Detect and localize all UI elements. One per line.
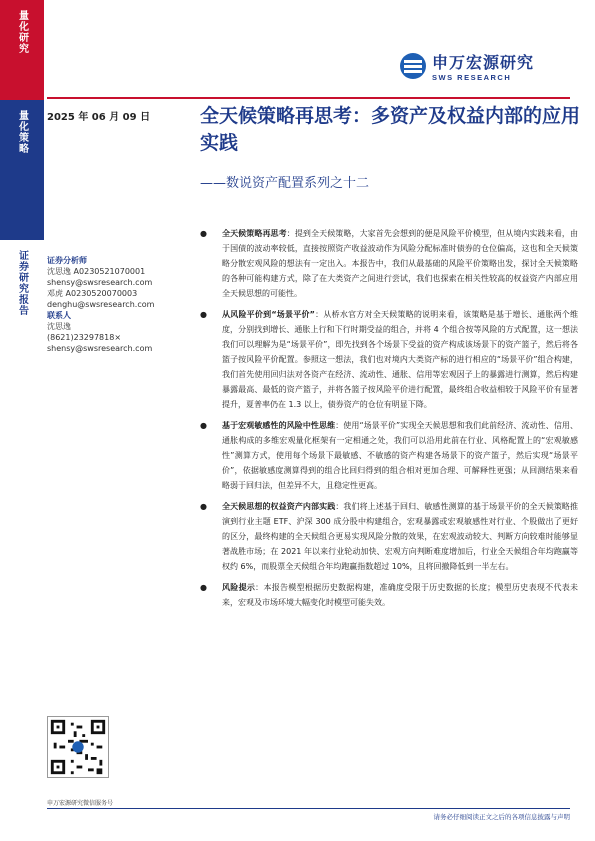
qr-code-icon [47,716,109,778]
report-subtitle: ——数说资产配置系列之十二 [200,176,370,191]
bullet-icon: ● [200,229,207,238]
bullet-text: ：提到全天候策略，大家首先会想到的便是风险平价模型，但从境内实践来看，由于国债的波动率较低，直接按照资产收益波动作为风险分配标准时债券的仓位偏高，这也和全天候策略分散宏观风险的想法有一定出入。本报告中，我们从最基础的风险平价策略出发，探讨全天候策略的各种可能构建方式，除了在大类资产之间进行尝试，我们也探索在相关性较高的权益资产内部应用全天候思想的可能性。 [222,229,579,298]
logo-cn: 申万宏源研究 [432,53,535,72]
logo-en: SWS RESEARCH [432,73,512,82]
summary-bullets [200,226,578,616]
bullet-head: 全天候策略再思考 [222,229,287,238]
analyst-line: 邓虎 A0230520070003 [47,289,138,298]
side-tab-quant-strategy [0,100,44,240]
bullet-item [200,418,578,493]
side-tab-label: 量化研究 [16,10,28,54]
bullet-head: 从风险平价到“场景平价” [222,310,315,319]
bullet-icon: ● [200,502,207,511]
side-tab-quant-research [0,0,44,100]
bullet-item [200,226,578,301]
analyst-label: 证券分析师 [47,256,87,265]
contact-line: 沈思逸 [47,322,71,331]
analyst-block [47,255,197,354]
side-band [0,0,44,841]
bullet-head: 基于宏观敏感性的风险中性思维 [222,421,336,430]
header-divider [47,97,570,99]
bullet-icon: ● [200,421,207,430]
bullet-text: ：使用“场景平价”实现全天候思想和我们此前经济、流动性、信用、通胀构成的多维宏观量化框架有一定相通之处，我们可以沿用此前在行业、风格配置上的“宏观敏感性”测算方式，使用每个场景下最敏感、不敏感的资产构建各场景下的资产篮子，然后实现“场景平价”，依据敏感度测算得到的组合比回归得到的组合相对更加合理、可解释性更强；从回测结果来看略弱于回归法，但差异不大，且稳定性更高。 [222,421,578,490]
contact-line: (8621)23297818× [47,333,122,342]
bullet-icon: ● [200,583,207,592]
analyst-line: shensy@swsresearch.com [47,278,153,287]
bullet-item [200,580,578,610]
qr-caption: 申万宏源研究微信服务号 [47,800,114,807]
logo-icon [400,53,426,79]
contact-line: shensy@swsresearch.com [47,344,153,353]
bullet-text: ：本报告模型根据历史数据构建，准确度受限于历史数据的长度；模型历史表现不代表未来，宏观及市场环境大幅变化时模型可能失效。 [222,583,579,607]
side-tab-research-report [0,240,44,841]
report-title: 全天候策略再思考：多资产及权益内部的应用实践 [200,105,581,154]
bullet-text: ：我们将上述基于回归、敏感性测算的基于场景平价的全天候策略推演到行业主题 ETF、沪深 300 成分股中构建组合，宏观暴露或宏观敏感性对行业、个股做出了更好的区分，最终构建的全天候组合更易实现风险分散的效果，在宏观波动较大、判断方向较难时能够显著战胜市场；在 2021 年以来行业轮动加快、宏观方向判断难度增加后，行业全天候组合年均跑赢等权约 6%，而股票全天候组合年均跑赢指数超过 10%，且将回撤降低到一半左右。 [222,502,579,571]
analyst-line: 沈思逸 A0230521070001 [47,267,146,276]
bullet-item [200,307,578,412]
side-tab-label: 量化策略 [16,110,28,154]
company-logo [400,50,534,82]
side-tab-label: 证券研究报告 [16,250,28,316]
bullet-head: 全天候思想的权益资产内部实践 [222,502,336,511]
bullet-text: ：从桥水官方对全天候策略的说明来看，该策略是基于增长、通胀两个维度，分别找到增长、通胀上行和下行时期受益的组合，并将 4 个组合按等风险的方式配置，这一想法我们可以理解为是“场景平价”，即先找到各个场景下受益的资产构成该场景下的资产篮子，然后将各篮子按风险平价配置。参照这一想法，我们也对境内大类资产标的进行相应的“场景平价”组合构建，我们首先使用回归法对各资产在经济、流动性、通胀、信用等宏观因子上的暴露进行测算，然后构建暴露最高、最低的资产篮子，并将各篮子按风险平价进行配置，最终组合收益相较于风险平价有显著提升，夏普率仍在 1.3 以上，债券资产的仓位有明显下降。 [222,310,579,409]
footer-divider [47,808,570,809]
bullet-item [200,499,578,574]
footer-disclaimer: 请务必仔细阅读正文之后的各项信息披露与声明 [433,813,570,821]
analyst-line: denghu@swsresearch.com [47,300,155,309]
contact-label: 联系人 [47,311,71,320]
report-date: 2025 年 06 月 09 日 [47,112,151,123]
bullet-head: 风险提示 [222,583,256,592]
bullet-icon: ● [200,310,207,319]
